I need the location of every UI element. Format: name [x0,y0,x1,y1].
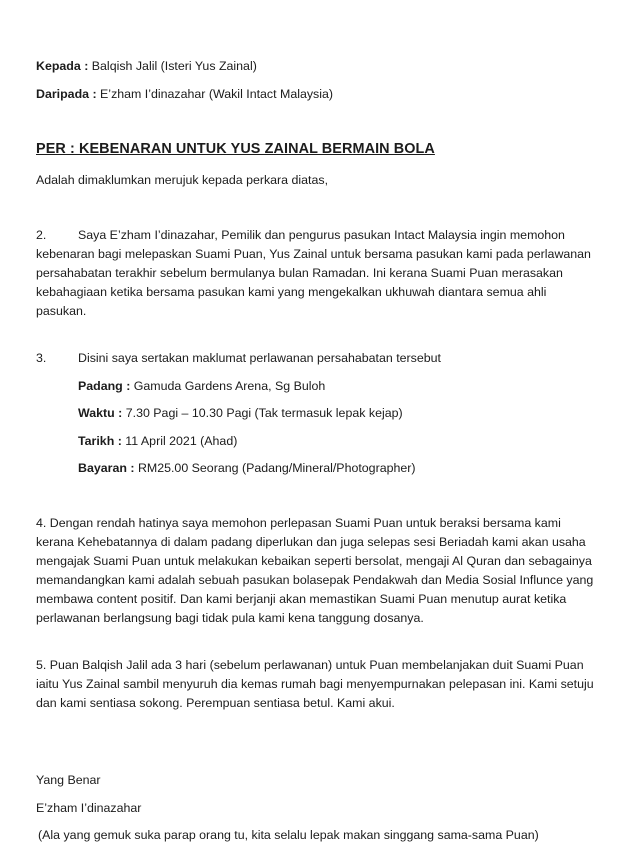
signatory-name: E’zham I’dinazahar [36,801,142,815]
para2-line-4: kebahagiaan ketika bersama pasukan kami yang mengekalkan ukhuwah diantara semua ahli [36,285,547,299]
para2-line-1: Saya E’zham I’dinazahar, Pemilik dan pengurus pasukan Intact Malaysia ingin memohon [78,228,565,242]
para5-line-3: dan kami sentiasa sokong. Perempuan sentiasa betul. Kami akui. [36,696,395,710]
to-line [36,58,257,74]
para3-intro: Disini saya sertakan maklumat perlawanan persahabatan tersebut [78,351,441,365]
para2-line-5: pasukan. [36,304,87,318]
para4-line-3: mengajak Suami Puan untuk melakukan kebaikan seperti bersolat, mengaji Al Quran dan sebagainya [36,554,592,568]
from-label: Daripada : [36,87,97,101]
detail-date-value: 11 April 2021 (Ahad) [125,434,238,448]
detail-venue-value: Gamuda Gardens Arena, Sg Buloh [133,379,326,393]
opening-line: Adalah dimaklumkan merujuk kepada perkara diatas, [36,173,329,187]
detail-date [78,433,237,449]
detail-time [78,405,403,421]
para4-line-2: kerana Kehebatannya di dalam padang diperlukan dan juga selepas sesi Beriadah kami akan usaha [36,535,586,549]
subject-heading: PER : KEBENARAN UNTUK YUS ZAINAL BERMAIN BOLA [36,141,435,157]
detail-time-label: Waktu : [78,406,123,420]
para4-line-4: memandangkan kami adalah sebuah pasukan bolasepak Pendakwah dan Media Sosial Influnce yang [36,573,594,587]
detail-venue-label: Padang : [78,379,131,393]
para4-line-6: perlawanan berlangsung bagi tidak pula kami kena tanggung dosanya. [36,611,424,625]
to-label: Kepada : [36,59,89,73]
para5-line-1: 5. Puan Balqish Jalil ada 3 hari (sebelum perlawanan) untuk Puan membelanjakan duit Suami Puan [36,658,584,672]
closing-salutation: Yang Benar [36,773,101,787]
detail-date-label: Tarikh : [78,434,122,448]
para3-number: 3. [36,351,47,365]
para2-line-2: kebenaran bagi melepaskan Suami Puan, Yus Zainal untuk bersama pasukan kami pada perlawanan [36,247,591,261]
detail-time-value: 7.30 Pagi – 10.30 Pagi (Tak termasuk lepak kejap) [125,406,403,420]
from-value: E’zham I’dinazahar (Wakil Intact Malaysia) [100,87,334,101]
detail-fee-value: RM25.00 Seorang (Padang/Mineral/Photographer) [137,461,416,475]
from-line [36,86,333,102]
para2-number: 2. [36,228,47,242]
para5-line-2: iaitu Yus Zainal sambil menyuruh dia kemas rumah bagi menyempurnakan pelepasan ini. Kami setuju [36,677,594,691]
detail-venue [78,378,325,394]
closing-note: (Ala yang gemuk suka parap orang tu, kita selalu lepak makan singgang sama-sama Puan) [38,828,539,842]
detail-fee-label: Bayaran : [78,461,135,475]
para4-line-1: 4. Dengan rendah hatinya saya memohon perlepasan Suami Puan untuk beraksi bersama kami [36,516,561,530]
to-value: Balqish Jalil (Isteri Yus Zainal) [91,59,257,73]
detail-fee [78,460,416,476]
para2-line-3: persahabatan terakhir sebelum bermulanya bulan Ramadan. Ini kerana Suami Puan merasakan [36,266,563,280]
para4-line-5: membawa content positif. Dan kami berjanji akan memastikan Suami Puan menutup aurat ketika [36,592,567,606]
